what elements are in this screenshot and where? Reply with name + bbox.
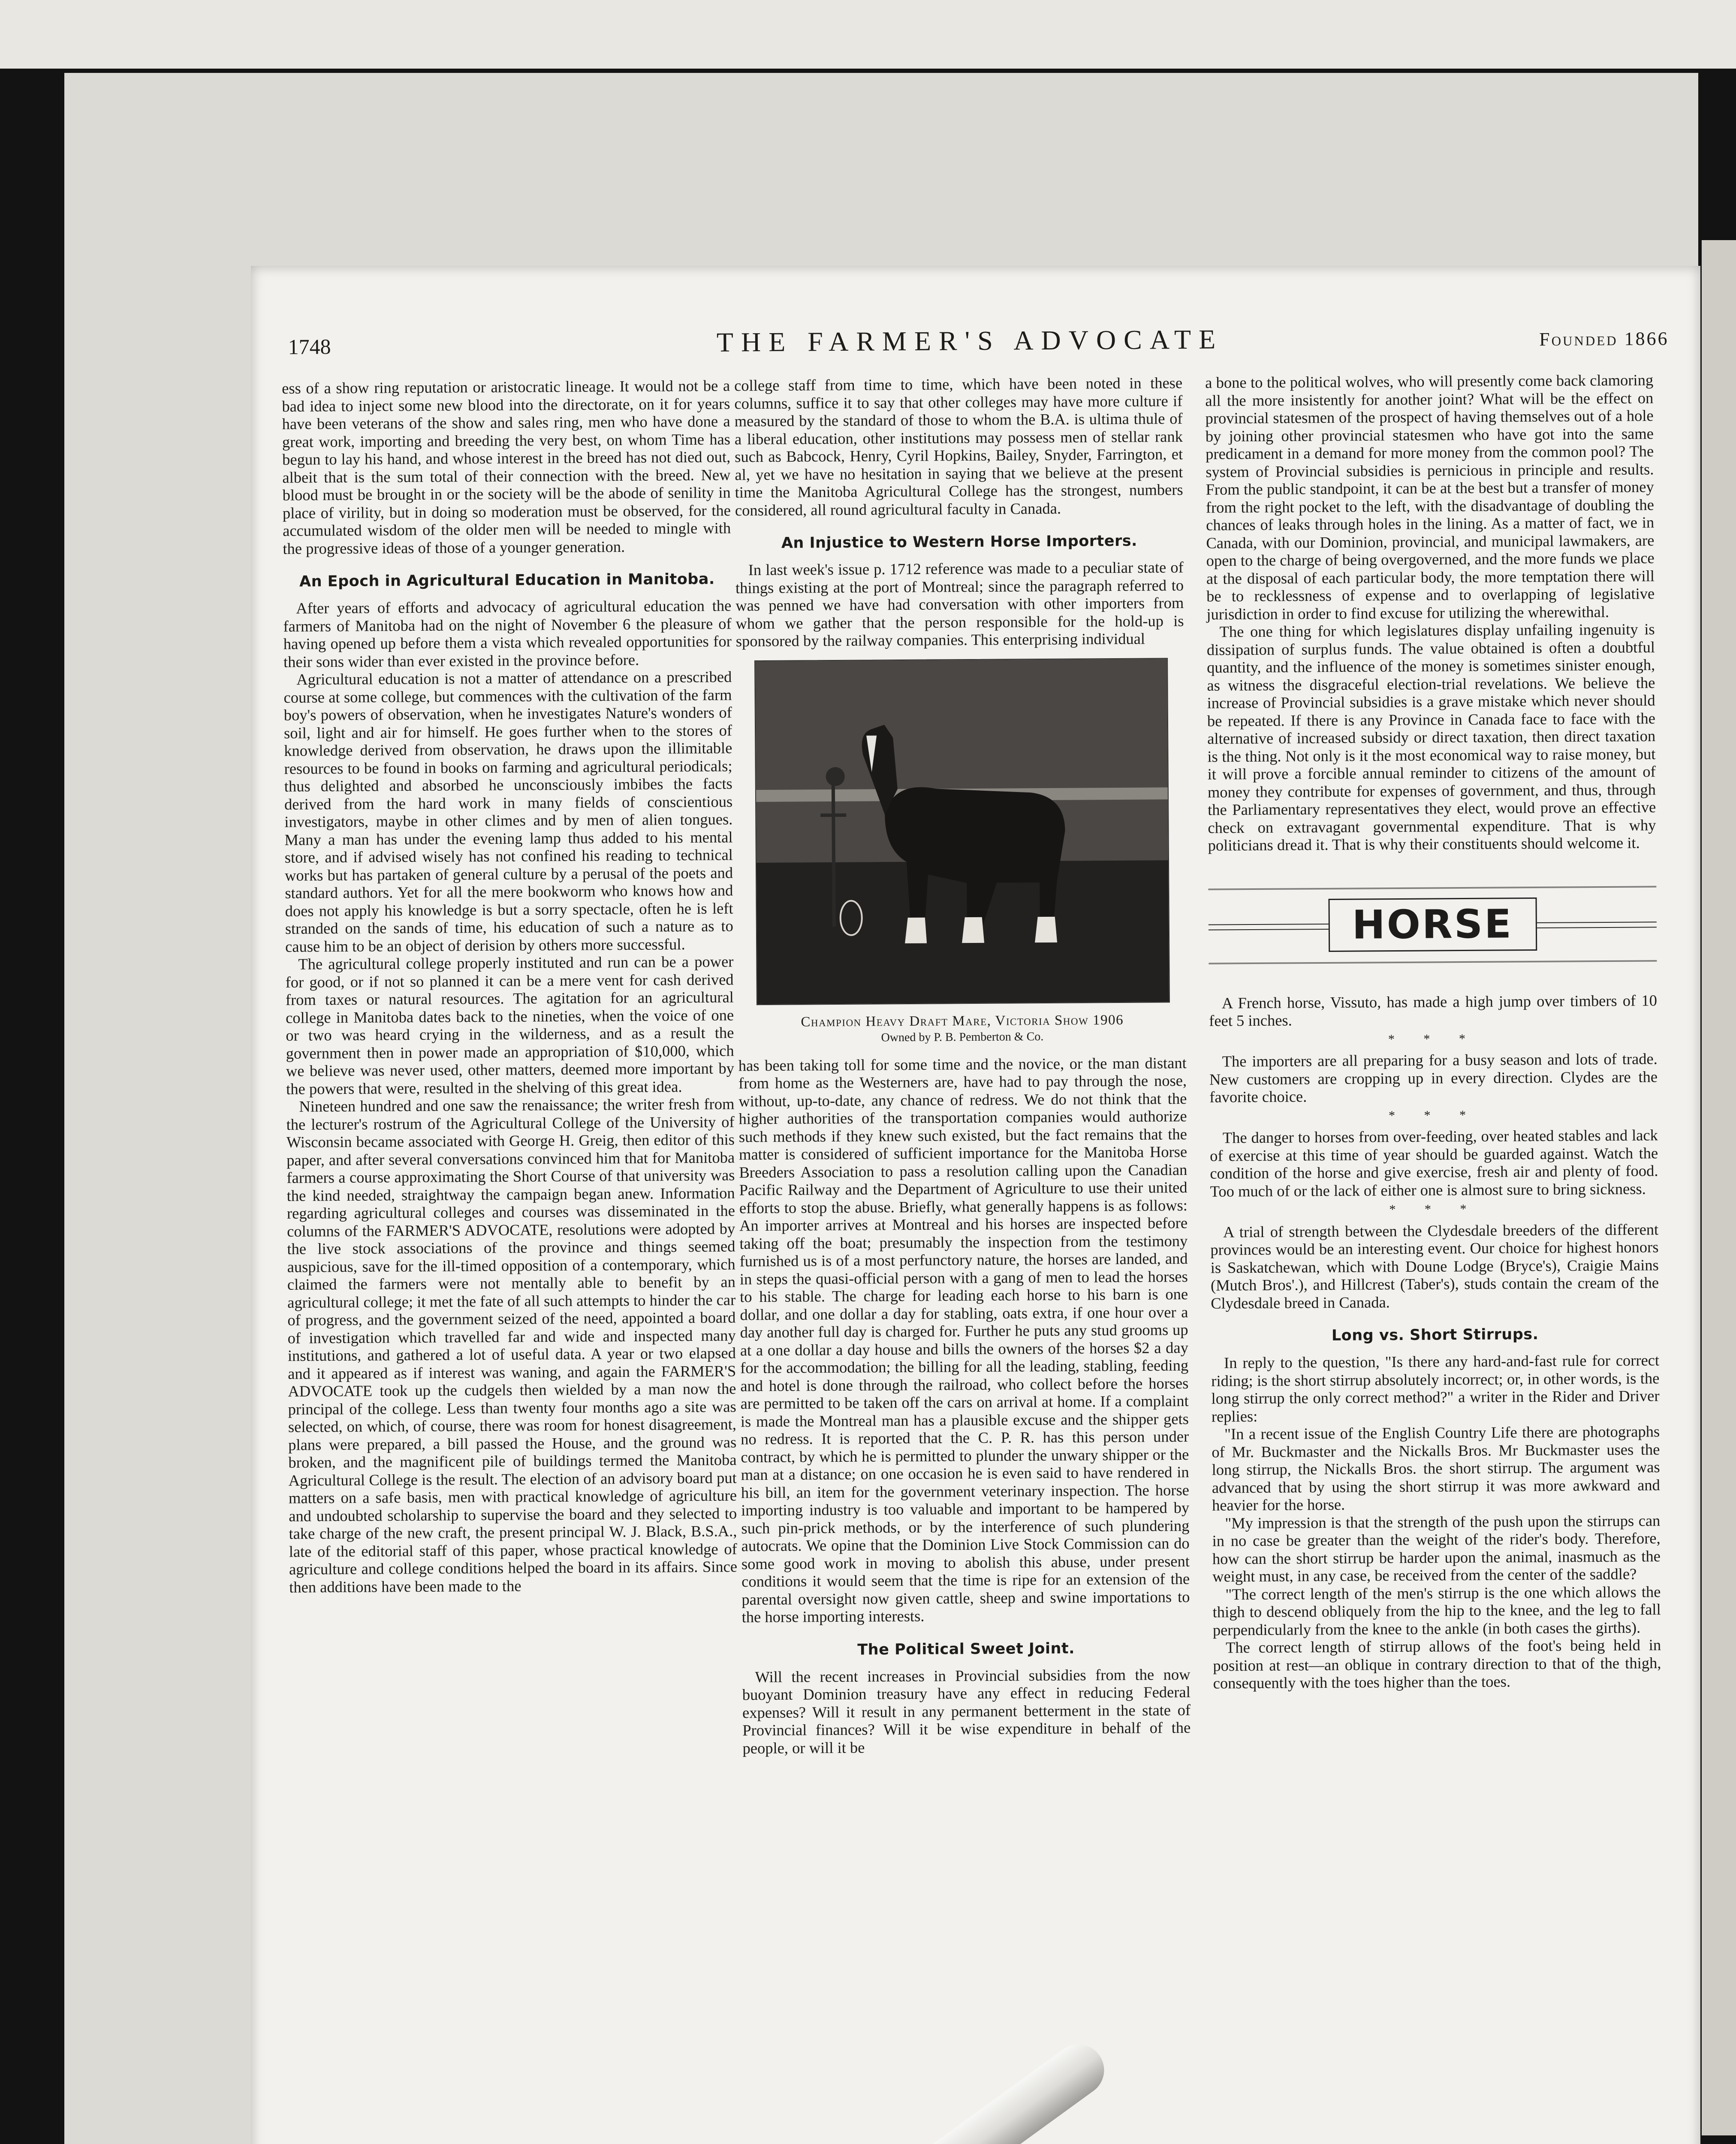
paragraph: ess of a show ring reputation or aristocratic lineage. It would not be a bad idea to inject some new blood into the directorate, on it for years have been veterans of the show and sales ring, men who have done a great work, importing and breeding the very best, on whom Time has begun to lay his hand, and whose interest in the breed has not died out, albeit that is the sum total of their connection with the breed. New blood must be brought in or the society will be the abode of senility in place of virility, but in doing so moderation must be observed, for the accumulated wisdom of the older men will be needed to mingle with the progressive ideas of those of a younger generation. bbox=[282, 376, 731, 557]
section-banner bbox=[1208, 886, 1657, 964]
article-heading: Long vs. Short Stirrups. bbox=[1331, 1325, 1539, 1344]
film-border-top bbox=[0, 0, 1736, 69]
section-divider: * * * bbox=[1388, 1108, 1479, 1123]
section-divider: * * * bbox=[1388, 1031, 1479, 1046]
paragraph: "My impression is that the strength of the push upon the stirrups can in no case be greater than the weight of the rider's body. Therefore, how can the short stirrup be harder upon the animal, inasmuch as the weight must, in any case, be received from the center of the saddle? bbox=[1212, 1511, 1661, 1585]
paragraph: A trial of strength between the Clydesdale breeders of the different provinces would be an interesting event. Our choice for highest honors is Saskatchewan, which with Doune Lodge (Bryce's), Craigie Mains (Mutch Bros'.), and Hillcrest (Taber's), studs contain the cream of the Clydesdale breed in Canada. bbox=[1210, 1220, 1659, 1312]
paragraph: Nineteen hundred and one saw the renaissance; the writer fresh from the lecturer's rostrum of the Agricultural College of the University of Wisconsin became associated with George H. Greig, then editor of this paper, and after several conversations convinced him that for Manitoba farmers a course approximating the Short Course of that university was the kind needed, straightway the campaign began anew. Information regarding agricultural colleges and courses was disseminated in the columns of the FARMER'S ADVOCATE, resolutions were adopted by the live stock associations of the province and things seemed auspicious, save for the ill-timed opposition of a contemporary, which claimed the farmers were not mentally able to benefit by an agricultural college; it met the fate of all such attempts to hinder the car of progress, and the government seized of the need, appointed a board of investigation which travelled far and wide and inspected many institutions, and gathered a lot of useful data. A year or two elapsed and it appeared as if interest was waning, and again the FARMER'S ADVOCATE took up the cudgels then wielded by a man now the principal of the college. Less than twenty four months ago a site was selected, on which, of course, there was room for honest disagreement, plans were prepared, a bill passed the House, and the ground was broken, and the magnificent pile of buildings termed the Manitoba Agricultural College is the result. The election of an advisory board put matters on a safe basis, men with practical knowledge of agriculture and undoubted scholarship to supervise the board and they selected to take charge of the new craft, the present principal W. J. Black, B.S.A., late of the editorial staff of this paper, whose practical knowledge of agriculture and college conditions helped the board in its affairs. Since then additions have been made to the bbox=[286, 1095, 738, 1596]
paragraph: college staff from time to time, which have been noted in these columns, suffice it to say that other colleges may have more culture if measured by the standard of those to whom the B.A. is ultima thule of a liberal education, other institutions may possess men of stellar rank such as Babcock, Henry, Cyril Hopkins, Bailey, Snyder, Farrington, et al, yet we have no hesitation in saying that we believe at the present time the Manitoba Agricultural College has the strongest, numbers considered, all round agricultural faculty in Canada. bbox=[734, 374, 1183, 519]
paragraph: The danger to horses from over-feeding, over heated stables and lack of exercise at this time of year should be guarded against. Watch the condition of the horse and give exercise, fresh air and plenty of food. Too much of or the lack of either one is almost sure to bring sickness. bbox=[1210, 1126, 1658, 1200]
paragraph: The one thing for which legislatures display unfailing ingenuity is dissipation of surplus funds. The value obtained is often a doubtful quantity, and the influence of the money is sometimes sinister enough, as witness the disgraceful election-trial revelations. We believe the increase of Provincial subsidies is a grave mistake which never should be repeated. If there is any Province in Canada face to face with the alternative of increased subsidy or direct taxation, then direct taxation is the thing. Not only is it the most economical way to raise money, but it will prove a forcible annual reminder to citizens of the amount of money they contribute for expenses of government, and thus, through the Parliamentary representatives they elect, would prove an effective check on extravagant governmental expenditure. That is why politicians dread it. That is why their constituents should welcome it. bbox=[1206, 620, 1656, 854]
paragraph: After years of efforts and advocacy of agricultural education the farmers of Manitoba had on the night of November 6 the pleasure of having opened up before them a vista which revealed opportunities for their sons wider than ever existed in the province before. bbox=[283, 596, 732, 671]
paragraph: In last week's issue p. 1712 reference was made to a peculiar state of things existing at the port of Montreal; since the paragraph referred to was penned we have had conversation with other importers from whom we gather that the person responsible for the hold-up is sponsored by the railway companies. This enterprising individual bbox=[735, 558, 1184, 650]
draft-mare-illustration bbox=[755, 659, 1169, 1004]
column-1 bbox=[282, 376, 737, 1596]
page-number: 1748 bbox=[288, 334, 331, 359]
adjacent-page-edge bbox=[1702, 240, 1736, 2135]
paragraph: has been taking toll for some time and the novice, or the man distant from home as the Westerners are, have had to pay through the nose, without, up-to-date, any chance of redress. We do not think that the higher authorities of the transportation companies would authorize such methods if they knew such existed, but the fact remains that the matter is considered of sufficient importance for the Manitoba Horse Breeders Association to pass a resolution calling upon the Canadian Pacific Railway and the Department of Agriculture to use their united efforts to stop the abuse. Briefly, what generally happens is as follows: An importer arrives at Montreal and his horses are inspected before taking off the boat; presumably the inspection from the testimony furnished us is of a most perfunctory nature, the horses are landed, and in steps the quasi-official person with a gang of men to lead the horses to his stable. The charge for leading each horse to his barn is one dollar, and one dollar a day for stabling, oats extra, if one hour over a day another full day is charged for. Further he puts any stud grooms up at a one dollar a day house and bills the owners of the horses $2 a day for the accommodation; the billing for all the leading, stabling, feeding and hotel is done through the railroad, who collect before the horses are permitted to be taken off the cars on arrival at home. If a complaint is made the Montreal man has a plausible excuse and the shipper gets no redress. It is reported that the C. P. R. has this person under contract, by which he is permitted to plunder the unwary shipper or the man at a distance; on one occasion he is even said to have rendered in his bill, an item for the government veterinary inspection. The horse importing industry is too valuable and important to be hampered by such pin-prick methods, or by the interference of such plundering autocrats. We opine that the Dominion Live Stock Commission can do some good work in moving to abolish this abuse, under present conditions it would seem that the time is ripe for an extension of the parental oversight now given cattle, sheep and swine importations to the horse importing interests. bbox=[738, 1054, 1190, 1626]
column-2 bbox=[734, 374, 1191, 1757]
paragraph: In reply to the question, "Is there any hard-and-fast rule for correct riding; is the short stirrup absolutely incorrect; or, in other words, is the long stirrup the only correct method?" a writer in the Rider and Driver replies: bbox=[1211, 1351, 1660, 1425]
photo-credit: Owned by P. B. Pemberton & Co. bbox=[881, 1030, 1044, 1044]
paragraph: "The correct length of the men's stirrup is the one which allows the thigh to descend obliquely from the hip to the knee, and the leg to fall perpendicularly from the knee to the ankle (in both cases the girths). bbox=[1212, 1582, 1661, 1639]
section-banner-label: HORSE bbox=[1328, 897, 1537, 952]
paragraph: Agricultural education is not a matter of attendance on a prescribed course at some college, but commences with the cultivation of the farm boy's powers of observation, when he investigates Nature's wonders of soil, light and air for himself. He goes further when to the stores of knowledge derived from observation, he draws upon the illimitable resources to be found in books on farming and agricultural periodicals; thus delighted and absorbed he unconsciously imbibes the facts derived from the hard work in many fields of conscientious investigators, maybe in other climes and by men of alien tongues. Many a man has under the evening lamp thus added to his mental store, and if advised wisely has not confined his reading to technical works but has partaken of general culture by a perusal of the poets and standard authors. Yet for all the mere bookworm who knows how and does not apply his knowledge is but a sorry spectacle, often he is left stranded on the sands of time, his education of such a nature as to cause him to be an object of derision by others more successful. bbox=[283, 668, 733, 955]
column-3 bbox=[1205, 371, 1661, 1692]
page-header bbox=[245, 313, 1695, 369]
newspaper-page bbox=[251, 266, 1700, 2144]
paragraph: A French horse, Vissuto, has made a high jump over timbers of 10 feet 5 inches. bbox=[1209, 991, 1658, 1030]
paragraph: The correct length of stirrup allows of the foot's being held in position at rest—an oblique in contrary direction to that of the thigh, consequently with the toes higher than the toes. bbox=[1213, 1636, 1661, 1692]
horse-photograph bbox=[754, 658, 1170, 1005]
article-heading: An Epoch in Agricultural Education in Manitoba. bbox=[299, 570, 715, 590]
photo-caption: Champion Heavy Draft Mare, Victoria Show 1906 bbox=[801, 1012, 1124, 1030]
section-divider: * * * bbox=[1389, 1201, 1480, 1217]
founded-label: Founded 1866 bbox=[1539, 328, 1669, 350]
paragraph: a bone to the political wolves, who will presently come back clamoring all the more insistently for another joint? What will be the effect on provincial statesmen of the prospect of having themselves out of a hole by joining other provincial statesmen who have got into the same predicament in a demand for more money from the common pool? The system of Provincial subsidies is pernicious in principle and results. From the public standpoint, it can be at the best but a transfer of money from the right pocket to the left, with the disadvantage of doubling the chances of leaks through holes in the lining. As a matter of fact, we in Canada, with our Dominion, provincial, and municipal lawmakers, are open to the charge of being overgoverned, and the more funds we place at the disposal of each particular body, the more temptation there will be to recklessness of expense and to overlapping of legislative jurisdiction in order to find excuse for utilizing the wherewithal. bbox=[1205, 371, 1655, 623]
masthead-title: THE FARMER'S ADVOCATE bbox=[716, 324, 1224, 358]
paragraph: The importers are all preparing for a busy season and lots of trade. New customers are cropping up in every direction. Clydes are the favorite choice. bbox=[1209, 1050, 1658, 1106]
paragraph: Will the recent increases in Provincial subsidies from the now buoyant Dominion treasury have any effect in reducing Federal expenses? Will it result in any permanent betterment in the state of Provincial finances? Will it be wise expenditure in behalf of the people, or will it be bbox=[742, 1665, 1191, 1757]
article-heading: The Political Sweet Joint. bbox=[857, 1640, 1075, 1659]
paragraph: "In a recent issue of the English Country Life there are photographs of Mr. Buckmaster and the Nickalls Bros. Mr Buckmaster uses the long stirrup, the Nickalls Bros. the short stirrup. The argument was advanced that by using the short stirrup it was more awkward and heavier for the horse. bbox=[1212, 1422, 1660, 1514]
article-heading: An Injustice to Western Horse Importers. bbox=[781, 532, 1138, 552]
paragraph: The agricultural college properly instituted and run can be a power for good, or if not so planned it can be a mere vent for cash derived from taxes or natural resources. The agitation for an agricultural college in Manitoba dates back to the nineties, when the voice of one or two was heard crying in the wilderness, and as a result the government then in power made an appropriation of $10,000, which we believe was never used, other matters, deemed more important by the powers that were, resulted in the shelving of this great idea. bbox=[285, 952, 735, 1098]
horse-photo-figure bbox=[754, 658, 1168, 1046]
